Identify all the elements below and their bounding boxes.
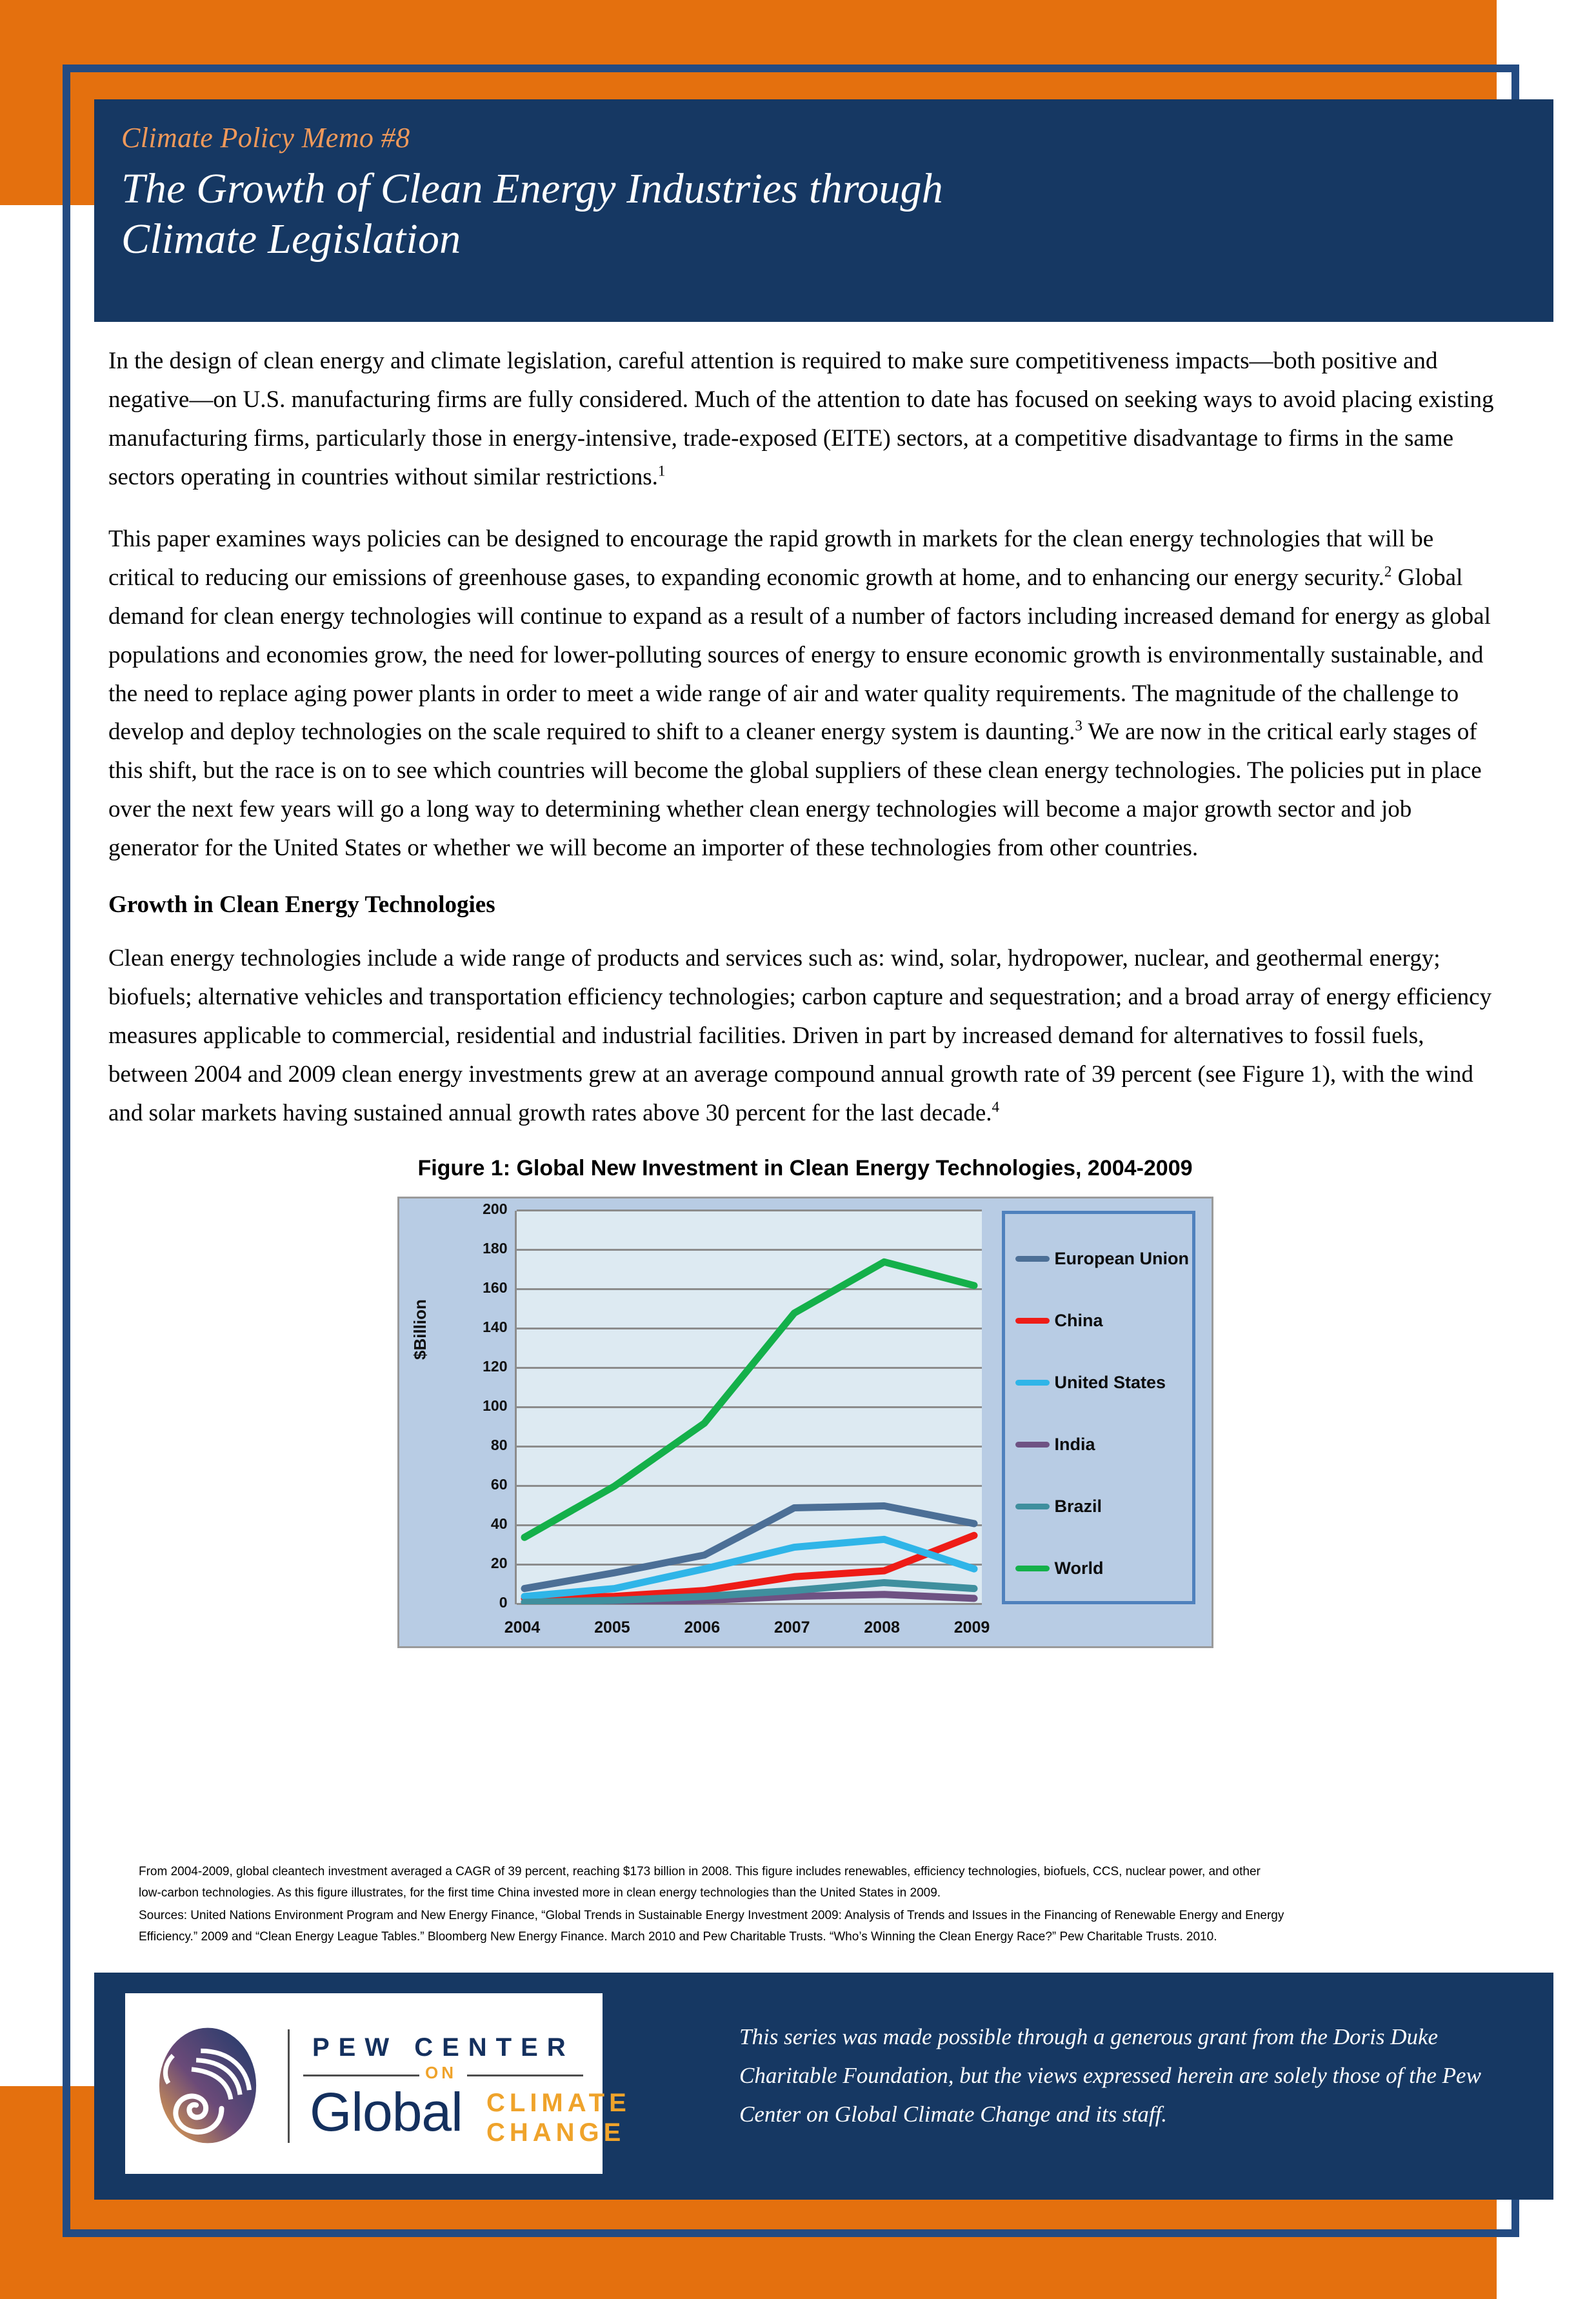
chart-legend-item <box>1005 1352 1192 1414</box>
chart-x-tick-label: 2007 <box>773 1618 810 1637</box>
chart-legend-swatch <box>1015 1380 1050 1386</box>
chart-legend-swatch <box>1015 1504 1050 1509</box>
chart-legend-item <box>1005 1538 1192 1600</box>
chart-plot-area <box>515 1211 982 1604</box>
chart-y-tick-label: 80 <box>490 1436 508 1453</box>
chart-y-tick-label: 200 <box>483 1200 508 1217</box>
chart-y-axis-label: $Billion <box>410 1299 430 1360</box>
page-title-line-2: Climate Legislation <box>121 215 461 263</box>
chart-series-line <box>524 1539 974 1596</box>
paragraph-1-text: In the design of clean energy and climate legislation, careful attention is required to make sure competitiveness impacts—both positive and negative—on U.S. manufacturing firms are fully considered. Much of the attention to date has focused on seeking ways to avoid placing existing manufacturing firms, particularly those in energy-intensive, trade-exposed (EITE) sectors, at a competitive disadvantage to firms in the same sectors operating in countries without similar restrictions. <box>108 348 1494 490</box>
page-title <box>121 164 1553 264</box>
chart-y-axis-ticks <box>425 1199 508 1617</box>
logo-on-text: ON <box>425 2063 457 2082</box>
logo-change-text: CHANGE <box>486 2118 626 2147</box>
chart-legend-item <box>1005 1228 1192 1290</box>
chart-legend-label: World <box>1054 1558 1104 1578</box>
chart-y-tick-label: 100 <box>483 1397 508 1414</box>
paragraph-2-text-b: Global demand for clean energy technologies will continue to expand as a result of a number of factors including increased demand for energy as global populations and economies grow, the need for lower-polluting sources of energy to ensure economic growth is environmentally sustainable, and the need to replace aging power plants in order to meet a wide range of air and water quality requirements. The magnitude of the challenge to develop and deploy technologies on the scale required to shift to a cleaner energy system is daunting. <box>108 564 1491 746</box>
chart-legend-label: China <box>1054 1311 1103 1331</box>
footer-credit-text: This series was made possible through a generous grant from the Doris Duke Charitable Foundation, but the views expressed herein are solely those of the Pew Center on Global Climate Change and its staff. <box>739 2024 1481 2127</box>
chart-legend-swatch <box>1015 1566 1050 1571</box>
figure-note-line-1: From 2004-2009, global cleantech investment averaged a CAGR of 39 percent, reaching $173 billion in 2008. This figure includes renewables, efficiency technologies, biofuels, CCS, nuclear power, and other <box>139 1865 1261 1878</box>
chart-y-tick-label: 60 <box>490 1475 508 1493</box>
chart-x-tick-label: 2005 <box>594 1618 630 1637</box>
logo-rule-left <box>303 2075 419 2076</box>
figure-note-line-2: low-carbon technologies. As this figure illustrates, for the first time China invested more in clean energy technologies than the United States in 2009. <box>139 1886 941 1900</box>
paragraph-2-text-c: We are now in the critical early stages of this shift, but the race is on to see which countries will become the global suppliers of these clean energy technologies. The policies put in place over the next few years will go a long way to determining whether clean energy technologies will become a major growth sector and job generator for the United States or whether we will become an importer of these technologies from other countries. <box>108 719 1482 862</box>
chart-series-line <box>524 1262 974 1537</box>
logo-global-text: Global <box>310 2082 463 2142</box>
chart-legend-item <box>1005 1414 1192 1476</box>
chart-legend-swatch <box>1015 1318 1050 1324</box>
chart-y-tick-label: 180 <box>483 1239 508 1257</box>
chart-y-tick-label: 0 <box>499 1593 508 1611</box>
figure-source-line-1: Sources: United Nations Environment Program and New Energy Finance, “Global Trends in Sustainable Energy Investment 2009: Analysis of Trends and Issues in the Financing of Renewable Energy and Energy <box>139 1909 1284 1923</box>
pew-center-logo <box>125 1993 631 2174</box>
footnote-ref-4: 4 <box>992 1099 1000 1115</box>
pew-swirl-logo-icon <box>150 2025 266 2145</box>
logo-climate-text: CLIMATE <box>486 2089 631 2117</box>
figure-source-line-2: Efficiency.” 2009 and “Clean Energy League Tables.” Bloomberg New Energy Finance. March 2010 and Pew Charitable Trusts. “Who’s Winning the Clean Energy Race?” Pew Charitable Trusts. 2010. <box>139 1930 1217 1944</box>
logo-divider <box>288 2029 290 2143</box>
chart-legend-label: European Union <box>1054 1249 1189 1269</box>
figure-title: Figure 1: Global New Investment in Clean Energy Technologies, 2004-2009 <box>417 1155 1193 1180</box>
chart-series-layer <box>517 1211 982 1604</box>
chart-x-tick-label: 2009 <box>953 1618 990 1637</box>
paragraph-3-text: Clean energy technologies include a wide range of products and services such as: wind, solar, hydropower, nuclear, and geothermal energy; biofuels; alternative vehicles and transportation efficiency technologies; carbon capture and sequestration; and a broad array of energy efficiency measures applicable to commercial, residential and industrial facilities. Driven in part by increased demand for alternatives to fossil fuels, between 2004 and 2009 clean energy investments grew at an average compound annual growth rate of 39 percent (see Figure 1), with the wind and solar markets having sustained annual growth rates above 30 percent for the last decade. <box>108 945 1492 1126</box>
chart-legend <box>1002 1211 1195 1604</box>
logo-pew-center-text: PEW CENTER <box>312 2033 575 2062</box>
paragraph-1 <box>108 342 1502 497</box>
paragraph-2 <box>108 520 1502 868</box>
chart-y-tick-label: 20 <box>490 1554 508 1571</box>
chart-y-tick-label: 160 <box>483 1279 508 1296</box>
chart-legend-swatch <box>1015 1256 1050 1262</box>
chart-legend-label: Brazil <box>1054 1497 1102 1517</box>
chart-y-tick-label: 120 <box>483 1357 508 1375</box>
footnote-ref-2: 2 <box>1384 563 1392 580</box>
chart-x-tick-label: 2006 <box>684 1618 721 1637</box>
logo-climate-change-text <box>486 2089 631 2147</box>
chart-x-tick-label: 2004 <box>504 1618 541 1637</box>
chart-legend-item <box>1005 1290 1192 1352</box>
chart-legend-label: United States <box>1054 1373 1166 1393</box>
figure-1-chart <box>397 1197 1213 1648</box>
white-gap-left <box>0 205 70 2086</box>
chart-x-tick-label: 2008 <box>864 1618 900 1637</box>
chart-y-tick-label: 140 <box>483 1318 508 1335</box>
footnote-ref-3: 3 <box>1075 718 1082 735</box>
page-title-line-1: The Growth of Clean Energy Industries through <box>121 165 943 212</box>
document-header <box>94 99 1553 322</box>
chart-legend-swatch <box>1015 1442 1050 1448</box>
paragraph-2-text-a: This paper examines ways policies can be designed to encourage the rapid growth in markets for the clean energy technologies that will be critical to reducing our emissions of greenhouse gases, to expanding economic growth at home, and to enhancing our energy security. <box>108 525 1434 591</box>
footnote-ref-1: 1 <box>657 463 666 479</box>
document-body <box>108 342 1502 1648</box>
document-footer <box>94 1973 1553 2200</box>
paragraph-3 <box>108 939 1502 1133</box>
logo-rule-right <box>467 2075 583 2076</box>
chart-legend-label: India <box>1054 1435 1095 1455</box>
section-heading: Growth in Clean Energy Technologies <box>108 891 495 919</box>
memo-kicker: Climate Policy Memo #8 <box>121 122 410 154</box>
chart-y-tick-label: 40 <box>490 1515 508 1532</box>
chart-legend-item <box>1005 1476 1192 1538</box>
figure-notes <box>139 1862 1487 1948</box>
